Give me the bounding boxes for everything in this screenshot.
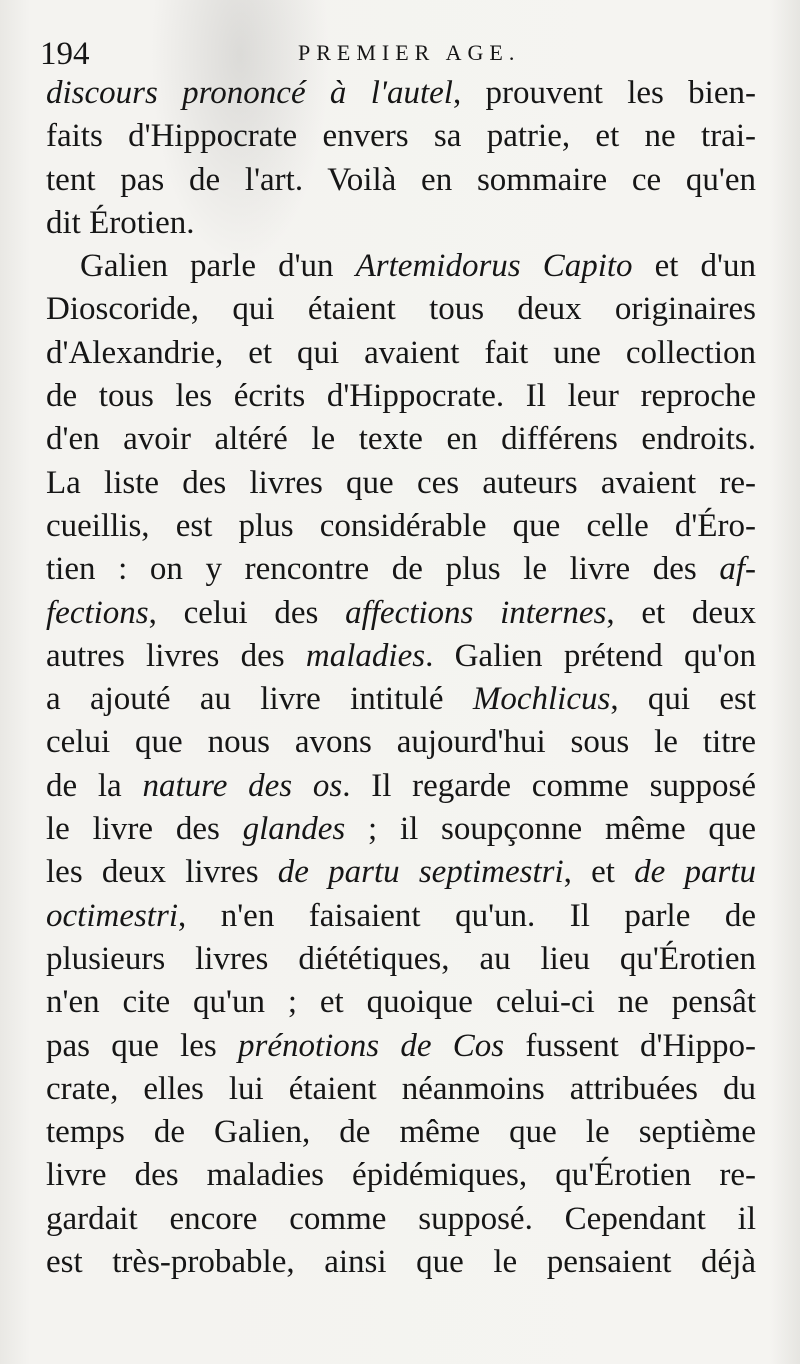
text-line — [46, 938, 756, 981]
text-run: a ajouté au livre intitulé — [46, 681, 473, 718]
text-run: le livre des — [46, 811, 243, 848]
italic-phrase: Mochlicus — [472, 681, 611, 718]
italic-phrase: nature des os — [142, 767, 343, 804]
text-run: tent pas de l'art. Voilà en sommaire ce qu'en — [46, 161, 756, 198]
italic-phrase: prénotions de Cos — [237, 1027, 505, 1064]
text-line — [46, 245, 756, 288]
text-line — [46, 721, 756, 764]
text-run: autres livres des — [46, 637, 306, 674]
text-run: d'en avoir altéré le texte en différens endroits. — [46, 421, 756, 458]
text-line — [46, 72, 756, 115]
text-line — [46, 462, 756, 505]
text-run: . Il regarde comme supposé — [342, 767, 756, 804]
text-line — [46, 808, 756, 851]
text-run: , et — [563, 854, 635, 891]
italic-phrase: octimestri — [46, 897, 178, 934]
text-line — [46, 418, 756, 461]
text-run: La liste des livres que ces auteurs avaient re- — [46, 464, 756, 501]
text-line — [46, 375, 756, 418]
text-run: et d'un — [632, 248, 756, 285]
text-run: Dioscoride, qui étaient tous deux originaires — [46, 291, 756, 328]
running-head: PREMIER AGE. — [298, 40, 521, 65]
text-run: temps de Galien, de même que le septième — [46, 1114, 756, 1151]
text-line — [46, 1111, 756, 1154]
text-run: Galien parle d'un — [80, 248, 356, 285]
text-line — [46, 1198, 756, 1241]
text-run: n'en cite qu'un ; et quoique celui-ci ne pensât — [46, 984, 756, 1021]
text-line — [46, 678, 756, 721]
text-run: dit Érotien. — [46, 204, 195, 241]
text-run: plusieurs livres diététiques, au lieu qu'Érotien — [46, 940, 756, 977]
text-run: pas que les — [46, 1027, 238, 1064]
text-line — [46, 981, 756, 1024]
text-line — [46, 765, 756, 808]
italic-phrase: discours prononcé à l'autel — [46, 75, 453, 111]
text-run: tien : on y rencontre de plus le livre des — [46, 551, 720, 588]
text-line — [46, 115, 756, 158]
italic-phrase: glandes — [242, 811, 346, 848]
page-header — [40, 36, 760, 76]
text-run: gardait encore comme supposé. Cependant il — [46, 1200, 756, 1237]
text-run: crate, elles lui étaient néanmoins attribuées du — [46, 1070, 756, 1107]
text-line — [46, 1025, 756, 1068]
text-line — [46, 1154, 756, 1197]
text-line — [46, 1068, 756, 1111]
text-line — [46, 592, 756, 635]
text-run: , celui des — [148, 594, 346, 631]
text-line — [46, 288, 756, 331]
text-run: , qui est — [610, 681, 756, 718]
italic-phrase: af- — [719, 551, 756, 588]
text-run: fussent d'Hippo- — [504, 1027, 756, 1064]
italic-phrase: de partu septimestri — [277, 854, 564, 891]
text-run: , et deux — [606, 594, 756, 631]
text-line — [46, 548, 756, 591]
text-line — [46, 635, 756, 678]
text-run: faits d'Hippocrate envers sa patrie, et ne trai- — [46, 118, 756, 155]
text-run: d'Alexandrie, et qui avaient fait une collection — [46, 334, 756, 371]
italic-phrase: maladies — [305, 637, 426, 674]
text-run: livre des maladies épidémiques, qu'Érotien re- — [46, 1157, 756, 1194]
text-line — [46, 1241, 756, 1284]
text-line — [46, 895, 756, 938]
text-run: . Galien prétend qu'on — [425, 637, 756, 674]
text-line — [46, 851, 756, 894]
text-run: cueillis, est plus considérable que celle d'Éro- — [46, 507, 756, 544]
text-line — [46, 505, 756, 548]
text-line — [46, 332, 756, 375]
text-run: , n'en faisaient qu'un. Il parle de — [177, 897, 756, 934]
text-run: les deux livres — [46, 854, 278, 891]
text-run: de tous les écrits d'Hippocrate. Il leur reproche — [46, 378, 756, 415]
page-number: 194 — [40, 36, 90, 72]
italic-phrase: fections — [46, 594, 149, 631]
text-run: ; il soupçonne même que — [345, 811, 756, 848]
text-run: celui que nous avons aujourd'hui sous le titre — [46, 724, 756, 761]
body-text — [46, 72, 756, 1284]
text-run: de la — [46, 767, 143, 804]
text-run: est très-probable, ainsi que le pensaient déjà — [46, 1244, 756, 1281]
italic-phrase: de partu — [634, 854, 756, 891]
text-run: , prouvent les bien- — [452, 75, 756, 111]
text-line — [46, 159, 756, 202]
italic-phrase: Artemidorus Capito — [355, 248, 633, 285]
italic-phrase: affections internes — [345, 594, 607, 631]
text-line — [46, 202, 756, 245]
